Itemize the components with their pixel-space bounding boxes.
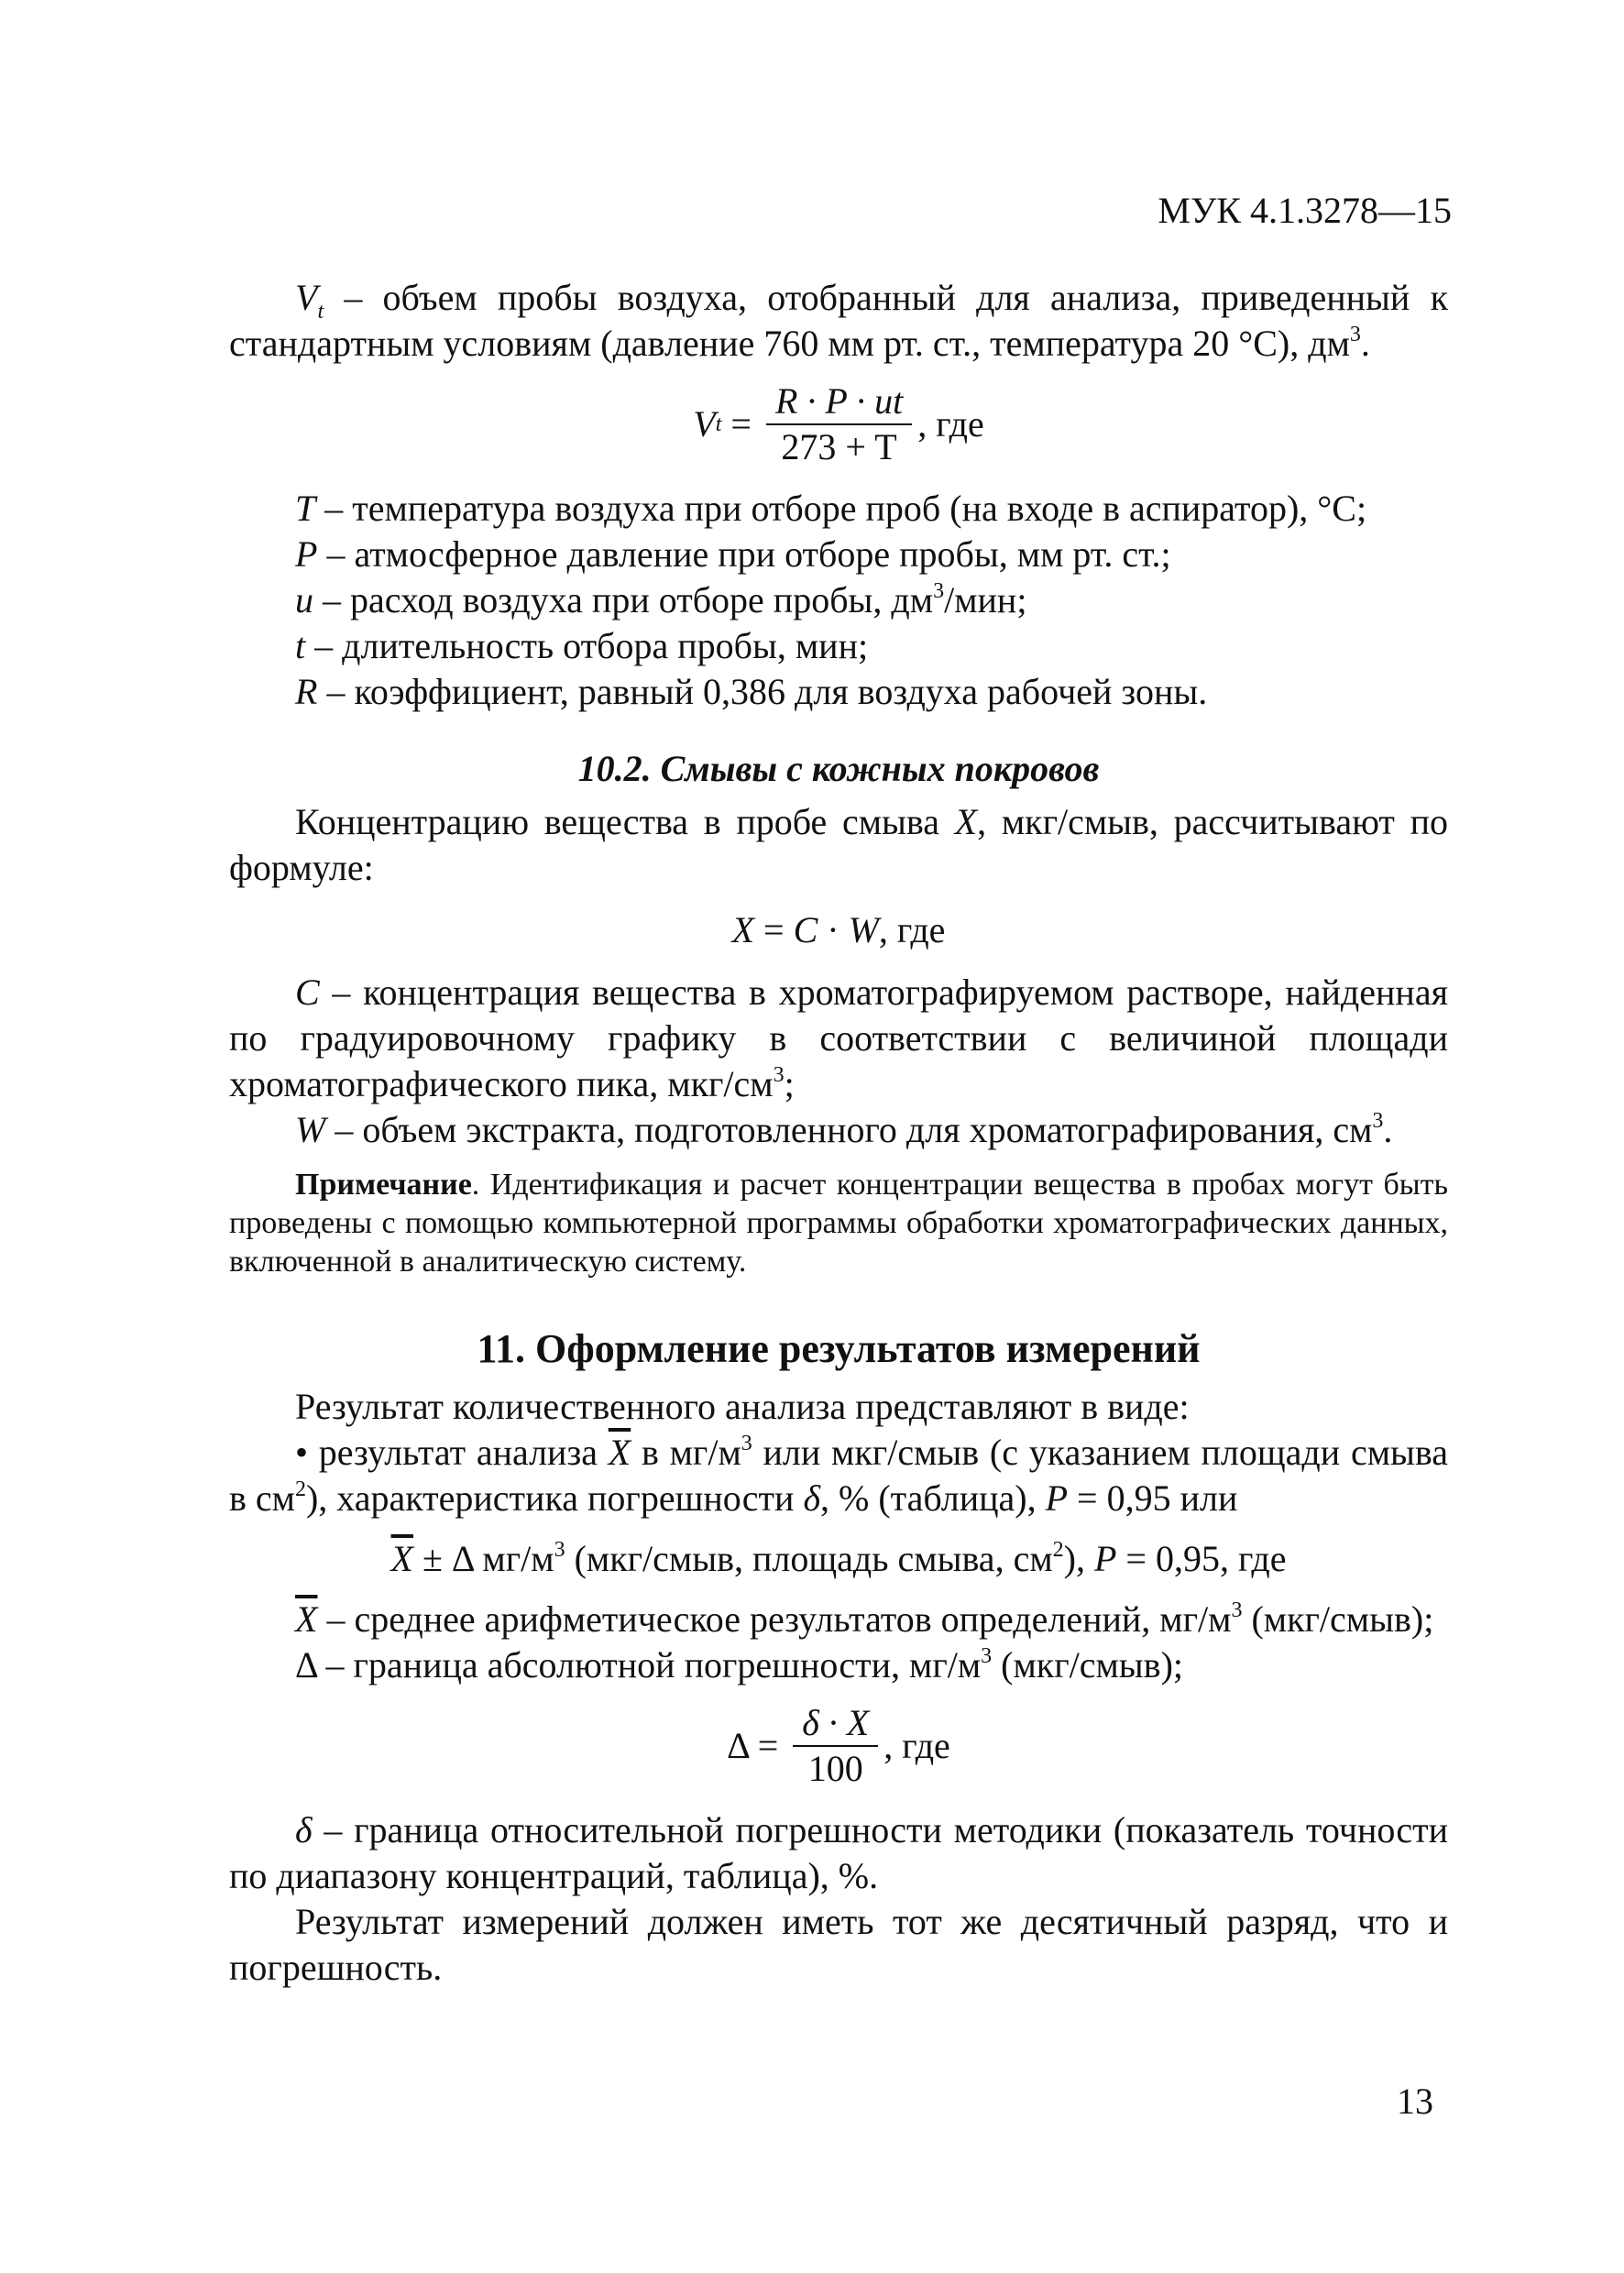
- formula-vt: V t = $\frac{R \cdot P \cdot ut}{273 + T}$ , где: [693, 380, 984, 467]
- def-extract-volume: W – объем экстракта, подготовленного для хроматографирования, $см^3$.: [295, 1108, 1393, 1150]
- def-mean: $\overline{X}$ – среднее арифметическое результатов определений, $мг/м^3$ (мкг/смыв);: [295, 1598, 1434, 1640]
- def-duration: t – длительность отбора пробы, мин;: [295, 625, 869, 666]
- final-statement: Результат измерений должен иметь тот же десятичный разряд, что и погрешность.: [229, 1901, 1448, 1988]
- section-11-intro: Результат количественного анализа представляют в виде:: [295, 1386, 1190, 1427]
- formula-x: X = C · W, где: [731, 909, 946, 950]
- def-pressure: P – атмосферное давление при отборе пробы, мм рт. ст.;: [295, 533, 1171, 575]
- fraction-denominator: 273 + T: [781, 426, 897, 467]
- section-10-2-title: 10.2. Смывы с кожных покровов: [577, 748, 1100, 789]
- def-temperature: T – температура воздуха при отборе проб (на входе в аспиратор), °С;: [295, 488, 1367, 529]
- fraction-numerator: δ · X: [793, 1701, 878, 1747]
- page-content: [229, 275, 1448, 1991]
- def-coefficient: R – коэффициент, равный 0,386 для воздуха рабочей зоны.: [295, 671, 1208, 712]
- def-relative-error: δ – граница относительной погрешности методики (показатель точности по диапазону концентраций, таблица), %.: [229, 1809, 1448, 1896]
- result-bullet: • результат анализа $\overline{X}$ в $мг/м^3$ или мкг/смыв (с указанием площади смыва в $см^2$), характеристика погрешности δ, % (таблица), P = 0,95 или: [229, 1431, 1449, 1519]
- fraction-delta: [793, 1701, 878, 1791]
- fraction-numerator: R · P · ut: [766, 379, 912, 425]
- fraction-denominator: 100: [807, 1748, 863, 1789]
- def-flow-rate: u – расход воздуха при отборе пробы, $дм^3$/мин;: [295, 578, 1027, 620]
- page-number: 13: [1397, 2081, 1433, 2122]
- note: Примечание. Идентификация и расчет концентрации вещества в пробах могут быть проведены с помощью компьютерной программы обработки хроматографических данных, включенной в аналитическую систему.: [229, 1168, 1448, 1279]
- fraction-vt: [766, 379, 912, 469]
- note-label: Примечание: [295, 1168, 472, 1202]
- vt-definition: $V_t$ – объем пробы воздуха, отобранный для анализа, приведенный к стандартным условиям (давление 760 мм рт. ст., температура 20 °С), $дм^3$.: [229, 277, 1448, 364]
- formula-delta: Δ = $\frac{\delta \cdot X}{100}$ , где: [727, 1702, 950, 1789]
- def-concentration: C – концентрация вещества в хроматографируемом растворе, найденная по градуировочному графику в соответствии с величиной площади хроматографического пика, мкг/$см^3$;: [229, 972, 1448, 1104]
- result-form-line: $\overline{X} \pm \Delta$ $мг/м^3$ (мкг/смыв, площадь смыва, $см^2$), P = 0,95, где: [390, 1537, 1287, 1579]
- vt-symbol: V: [295, 277, 318, 318]
- document-code: МУК 4.1.3278—15: [1158, 190, 1452, 231]
- def-absolute-error: Δ – граница абсолютной погрешности, $мг/м^3$ (мкг/смыв);: [295, 1643, 1184, 1686]
- section-11-title: 11. Оформление результатов измерений: [477, 1326, 1201, 1371]
- section-10-2-intro: Концентрацию вещества в пробе смыва X, мкг/смыв, рассчитывают по формуле:: [229, 801, 1448, 888]
